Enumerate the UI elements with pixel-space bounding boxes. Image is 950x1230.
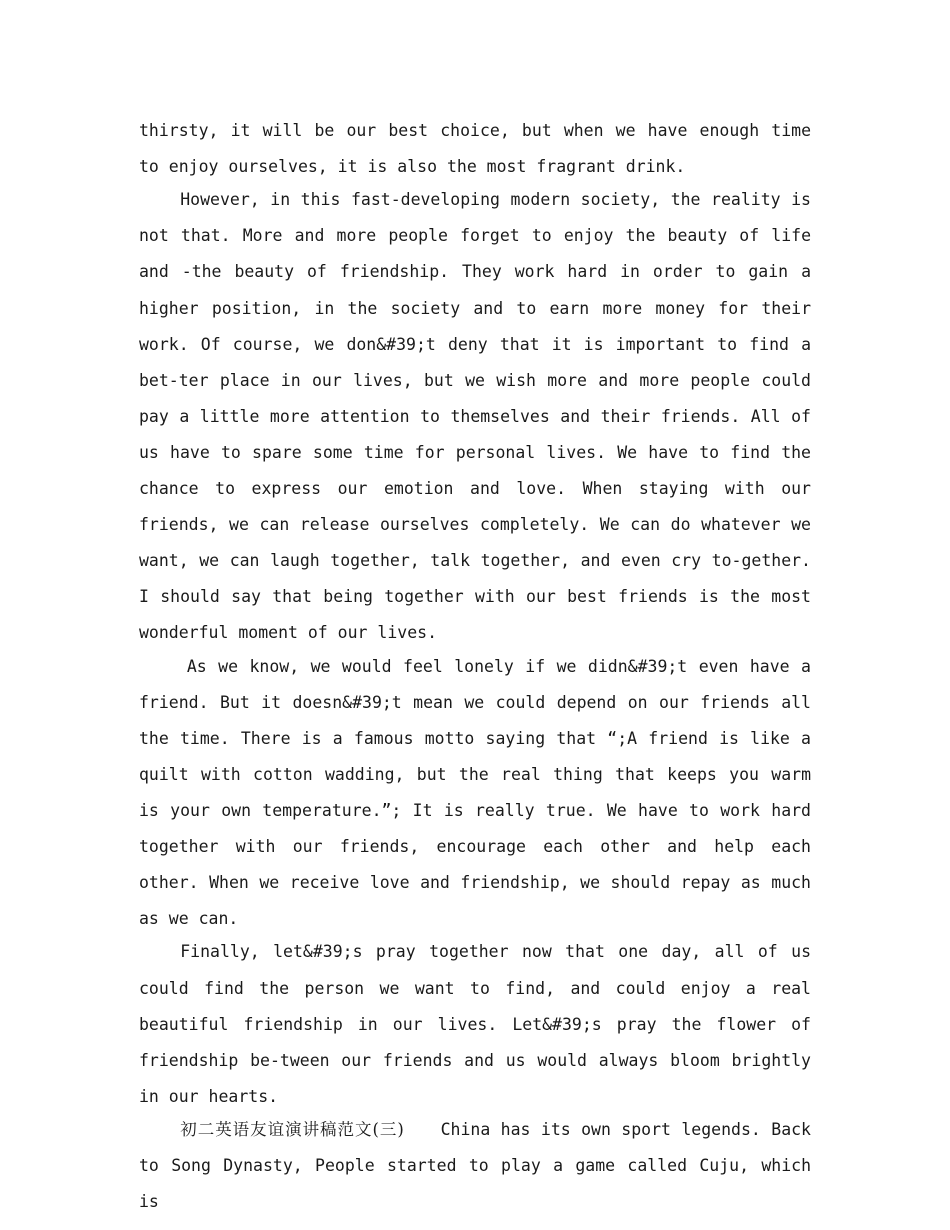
paragraph-4: Finally, let&#39;s pray together now that one day, all of us could find the person we want to find, and could enjoy a real beautiful friendship in our lives. Let&#39;s pray the flower of friendship be-tween our friends and us would always bloom brightly in our hearts. bbox=[139, 942, 811, 1106]
paragraph-3: As we know, we would feel lonely if we didn&#39;t even have a friend. But it doesn&#39;t mean we could depend on our friends all the time. There is a famous motto saying that “;A friend is like a quilt with cotton wadding, but the real thing that keeps you warm is your own temperature.”; It is really true. We have to work hard together with our friends, encourage each other and help each other. When we receive love and friendship, we should repay as much as we can. bbox=[139, 656, 811, 929]
paragraph-2: However, in this fast-developing modern society, the reality is not that. More and more people forget to enjoy the beauty of life and -the beauty of friendship. They work hard in order to gain a higher position, in the society and to earn more money for their work. Of course, we don&#39;t deny that it is important to find a bet-ter place in our lives, but we wish more and more people could pay a little more attention to themselves and their friends. All of us have to spare some time for personal lives. We have to find the chance to express our emotion and love. When staying with our friends, we can release ourselves completely. We can do whatever we want, we can laugh together, talk together, and even cry to-gether. I should say that being together with our best friends is the most wonderful moment of our lives. bbox=[139, 190, 811, 643]
paragraph-5 bbox=[139, 1112, 811, 1220]
section-5-text: China has its own sport legends. Back to Song Dynasty, People started to play a game called Cuju, which is bbox=[139, 1120, 811, 1212]
paragraph-1: thirsty, it will be our best choice, but when we have enough time to enjoy ourselves, it is also the most fragrant drink. bbox=[139, 121, 811, 177]
document-body bbox=[139, 113, 811, 1217]
section-heading-chinese: 初二英语友谊演讲稿范文(三) bbox=[180, 1120, 405, 1140]
